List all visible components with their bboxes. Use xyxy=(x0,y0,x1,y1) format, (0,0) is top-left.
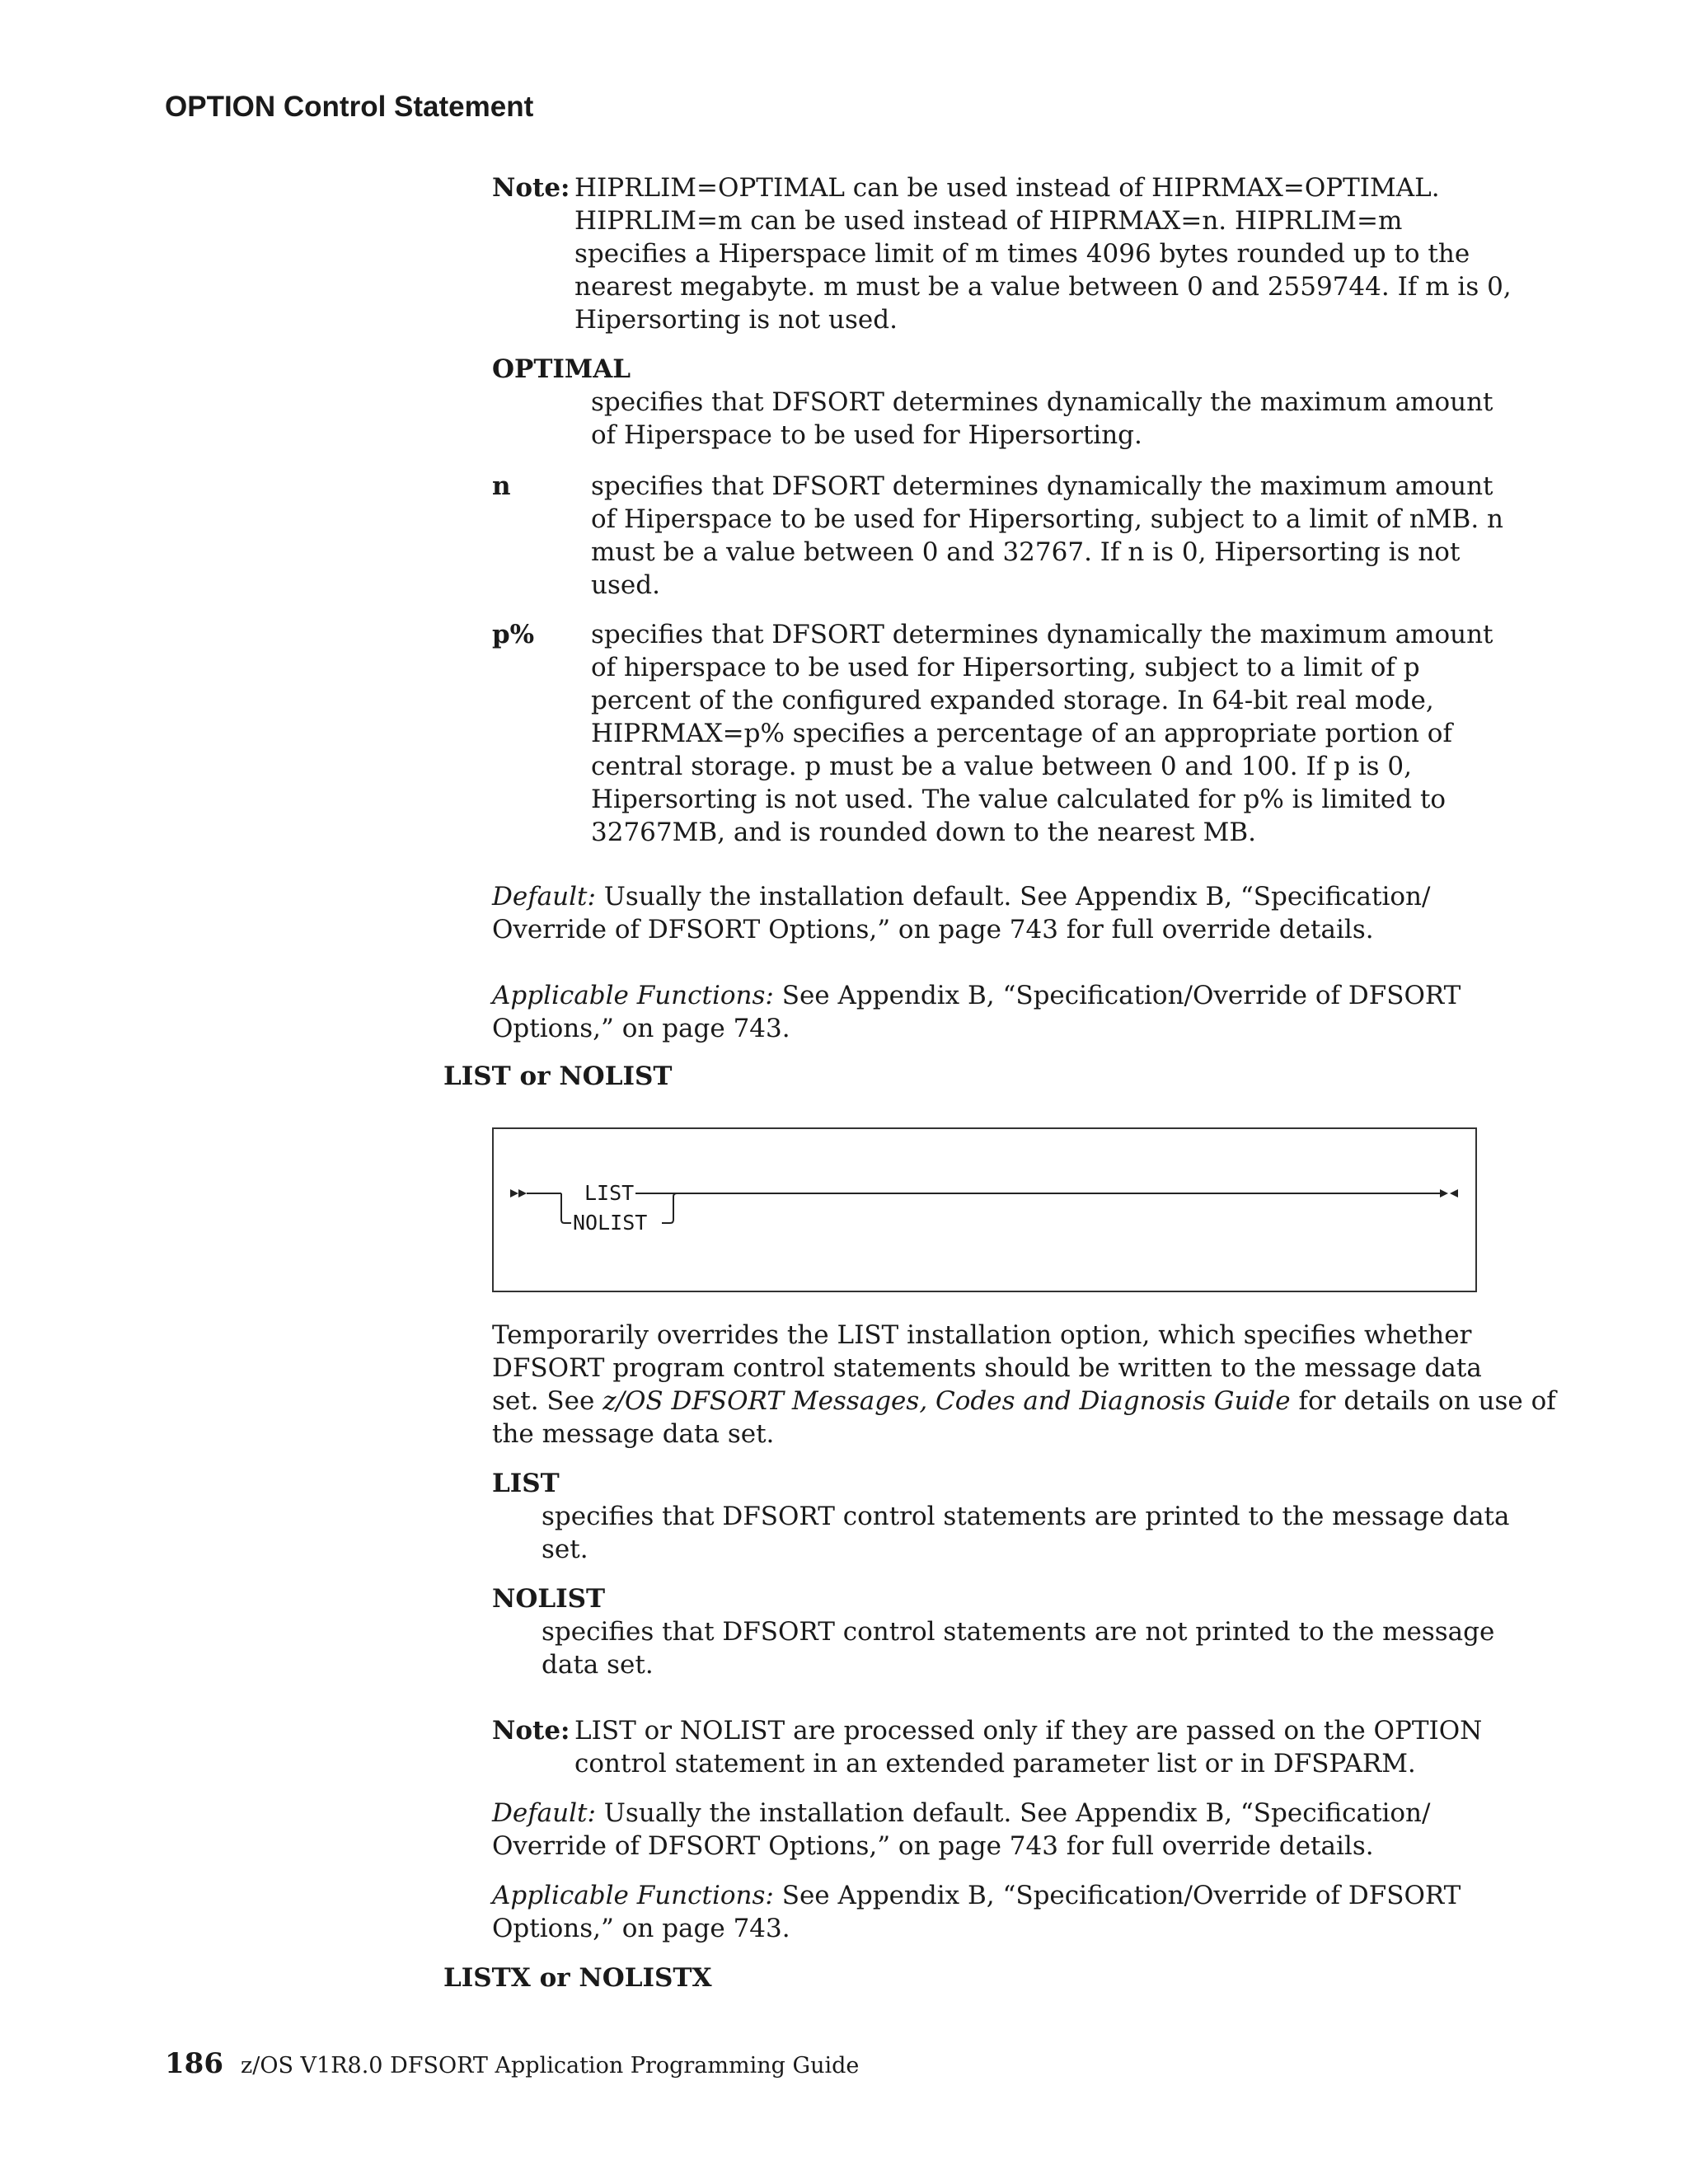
definition-line: HIPRMAX=p% specifies a percentage of an appropriate portion of xyxy=(591,719,1452,748)
applicable-functions-text: Options,” on page 743. xyxy=(492,1014,790,1043)
note-line: control statement in an extended parameter list or in DFSPARM. xyxy=(574,1749,1416,1779)
term-n: n xyxy=(492,471,511,501)
applicable-functions-label: Applicable Functions: xyxy=(492,1881,774,1910)
definition-line: must be a value between 0 and 32767. If n is 0, Hipersorting is not xyxy=(591,537,1461,567)
syntax-option-list: LIST xyxy=(584,1181,635,1205)
definition-line: specifies that DFSORT control statements are not printed to the message xyxy=(542,1617,1495,1647)
list-intro-paragraph xyxy=(492,1319,1556,1451)
applicable-functions-text: See Appendix B, “Specification/Override of DFSORT xyxy=(773,1881,1461,1910)
note-label: Note: xyxy=(492,1716,570,1746)
definition-line: data set. xyxy=(542,1650,654,1680)
note-line: LIST or NOLIST are processed only if they are passed on the OPTION xyxy=(574,1716,1483,1746)
default-text: Usually the installation default. See Appendix B, “Specification/ xyxy=(595,882,1431,912)
default-label: Default: xyxy=(492,882,596,912)
default-text: Override of DFSORT Options,” on page 743 for full override details. xyxy=(492,1831,1374,1861)
section-heading-list: LIST or NOLIST xyxy=(443,1062,673,1091)
note-line: Hipersorting is not used. xyxy=(574,305,898,335)
paragraph-line: the message data set. xyxy=(492,1419,775,1449)
definition-optimal xyxy=(591,386,1493,452)
note-label: Note: xyxy=(492,173,570,203)
paragraph-line: DFSORT program control statements should be written to the message data xyxy=(492,1353,1482,1383)
definition-line: of hiperspace to be used for Hipersorting, subject to a limit of p xyxy=(591,653,1420,682)
book-title: z/OS V1R8.0 DFSORT Application Programming Guide xyxy=(241,2053,860,2079)
term-list: LIST xyxy=(492,1469,560,1498)
definition-n xyxy=(591,470,1503,602)
definition-line: specifies that DFSORT control statements are printed to the message data xyxy=(542,1502,1510,1531)
page-number: 186 xyxy=(165,2047,223,2080)
note-line: HIPRLIM=m can be used instead of HIPRMAX=n. HIPRLIM=m xyxy=(574,206,1403,236)
term-p-percent: p% xyxy=(492,620,535,649)
note-line: HIPRLIM=OPTIMAL can be used instead of HIPRMAX=OPTIMAL. xyxy=(574,173,1440,203)
note-text xyxy=(574,1714,1482,1780)
paragraph-text: for details on use of xyxy=(1290,1386,1556,1416)
default-paragraph xyxy=(492,880,1430,946)
definition-line: Hipersorting is not used. The value calculated for p% is limited to xyxy=(591,785,1447,814)
applicable-functions-label: Applicable Functions: xyxy=(492,981,774,1010)
definition-line: central storage. p must be a value between 0 and 100. If p is 0, xyxy=(591,752,1412,781)
note-line: nearest megabyte. m must be a value between 0 and 2559744. If m is 0, xyxy=(574,272,1512,302)
default-text: Usually the installation default. See Appendix B, “Specification/ xyxy=(595,1798,1431,1828)
term-optimal: OPTIMAL xyxy=(492,354,631,384)
applicable-functions-text: Options,” on page 743. xyxy=(492,1914,790,1943)
definition-line: specifies that DFSORT determines dynamically the maximum amount xyxy=(591,471,1493,501)
syntax-diagram xyxy=(492,1127,1477,1292)
default-paragraph xyxy=(492,1797,1430,1863)
applicable-functions-paragraph xyxy=(492,979,1461,1045)
default-text: Override of DFSORT Options,” on page 743 for full override details. xyxy=(492,915,1374,944)
definition-p-percent xyxy=(591,618,1493,849)
paragraph-text: set. See xyxy=(492,1386,603,1416)
definition-line: percent of the configured expanded storage. In 64-bit real mode, xyxy=(591,686,1434,715)
syntax-option-nolist: NOLIST xyxy=(573,1211,648,1235)
definition-line: specifies that DFSORT determines dynamically the maximum amount xyxy=(591,620,1493,649)
definition-line: used. xyxy=(591,570,660,600)
term-nolist: NOLIST xyxy=(492,1584,606,1614)
applicable-functions-text: See Appendix B, “Specification/Override of DFSORT xyxy=(773,981,1461,1010)
book-reference: z/OS DFSORT Messages, Codes and Diagnosis Guide xyxy=(603,1386,1291,1416)
definition-line: set. xyxy=(542,1535,588,1564)
syntax-diagram-lines xyxy=(494,1129,1475,1291)
definition-list xyxy=(542,1500,1510,1566)
paragraph-line: Temporarily overrides the LIST installation option, which specifies whether xyxy=(492,1320,1472,1350)
definition-nolist xyxy=(542,1615,1494,1681)
note-line: specifies a Hiperspace limit of m times 4096 bytes rounded up to the xyxy=(574,239,1470,269)
default-label: Default: xyxy=(492,1798,596,1828)
note-text xyxy=(574,171,1512,336)
definition-line: of Hiperspace to be used for Hipersorting, subject to a limit of nMB. n xyxy=(591,504,1503,534)
section-heading-listx: LISTX or NOLISTX xyxy=(443,1963,712,1993)
page-header: OPTION Control Statement xyxy=(165,91,534,123)
definition-line: 32767MB, and is rounded down to the nearest MB. xyxy=(591,818,1256,847)
definition-line: specifies that DFSORT determines dynamically the maximum amount xyxy=(591,387,1493,417)
definition-line: of Hiperspace to be used for Hipersorting. xyxy=(591,420,1142,450)
applicable-functions-paragraph xyxy=(492,1879,1461,1945)
